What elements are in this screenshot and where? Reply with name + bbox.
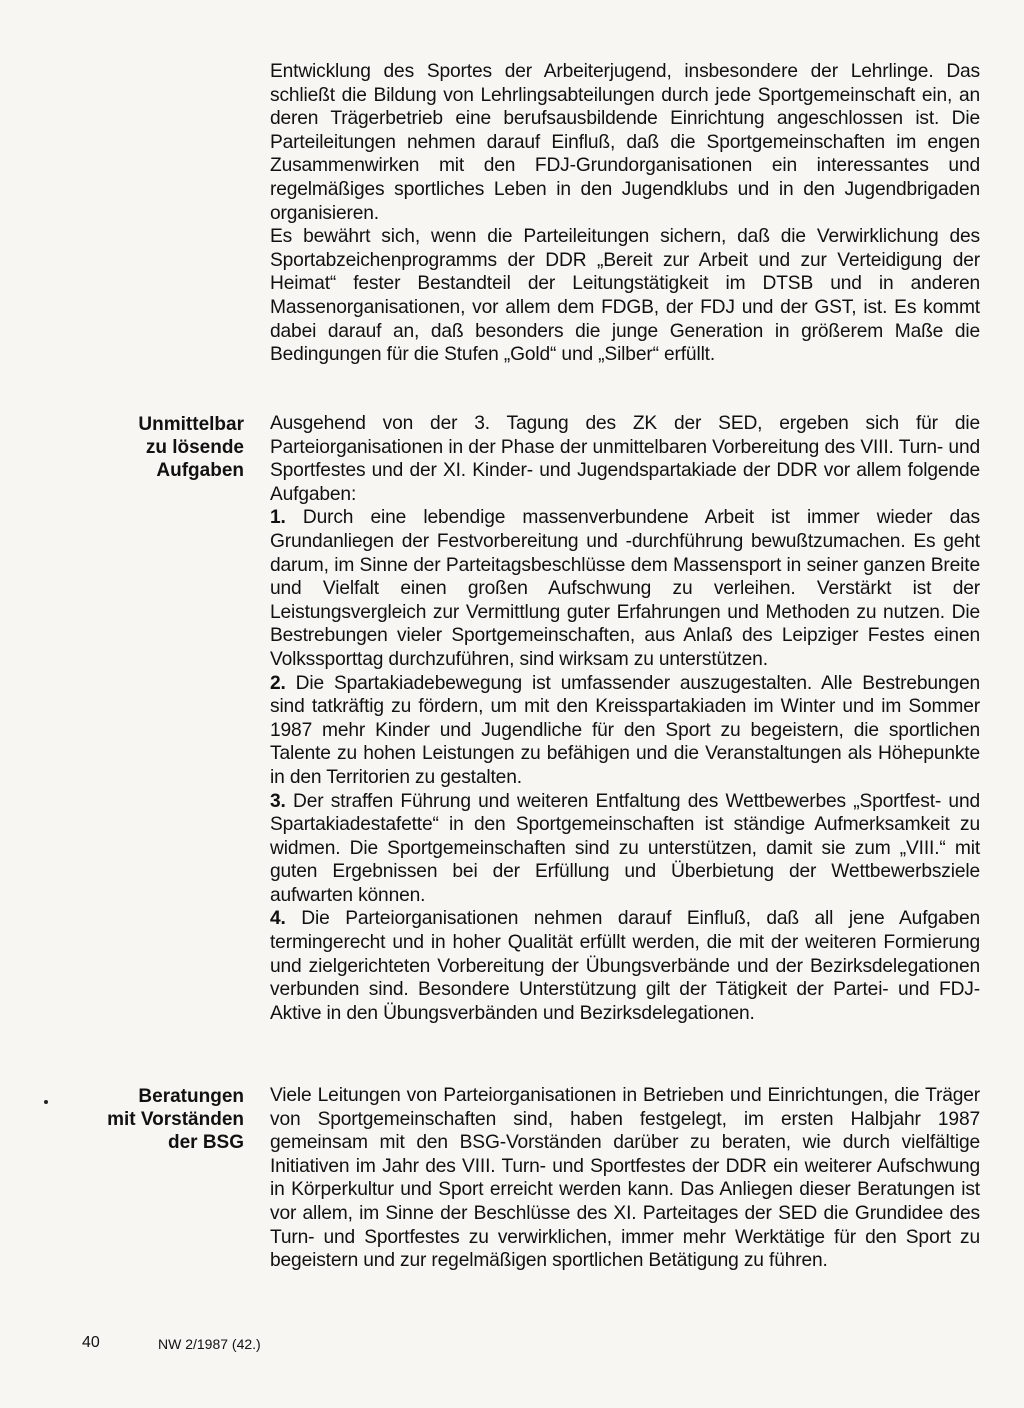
- item-number: 1.: [270, 507, 286, 529]
- item-text: Die Spartakiadebewegung ist umfassender auszugestalten. Alle Bestrebungen sind tatkräftig zu fördern, um mit den Kreisspartakiaden im Winter und im Sommer 1987 mehr Kinder und Jugendliche für den Sport zu begeistern, die sportlichen Talente zu hohen Leistungen zu befähigen und die Veranstaltungen als Höhepunkte in den Territorien zu gestalten.: [270, 672, 980, 788]
- margin-dot: [44, 1100, 48, 1104]
- list-item: [270, 790, 980, 908]
- list-item: [270, 506, 980, 671]
- item-number: 3.: [270, 790, 286, 812]
- list-item: [270, 672, 980, 790]
- side-heading-aufgaben: [84, 413, 244, 482]
- item-text: Der straffen Führung und weiteren Entfaltung des Wettbewerbes „Sportfest- und Spartakiadestafette“ in den Sportgemeinschaften ist ständige Aufmerksamkeit zu widmen. Die Sportgemeinschaften sind zu unterstützen, damit sie zum „VIII.“ mit guten Ergebnissen bei der Erfüllung und Überbietung der Wettbewerbsziele aufwarten können.: [270, 790, 980, 906]
- side-heading-beratungen: [84, 1085, 244, 1154]
- side-heading-line: der BSG: [167, 1132, 244, 1153]
- paragraph: Es bewährt sich, wenn die Parteileitungen sichern, daß die Verwirklichung des Sportabzeichenprogramms der DDR „Bereit zur Arbeit und zur Verteidigung der Heimat“ fester Bestandteil der Leitungstätigkeit im DTSB und in anderen Massenorganisationen, vor allem dem FDGB, der FDJ und der GST, ist. Es kommt dabei darauf an, daß besonders die junge Generation in größerem Maße die Bedingungen für die Stufen „Gold“ und „Silber“ erfüllt.: [270, 226, 980, 366]
- item-number: 4.: [270, 908, 286, 930]
- item-text: Die Parteiorganisationen nehmen darauf Einfluß, daß all jene Aufgaben termingerecht und in hoher Qualität erfüllt werden, die mit der weiteren Formierung und zielgerichteten Vorbereitung der Übungsverbände und der Bezirksdelegationen verbunden sind. Besondere Unterstützung gilt der Tätigkeit der Partei- und FDJ-Aktive in den Übungsverbänden und Bezirksdelegationen.: [270, 908, 980, 1024]
- section-aufgaben: [270, 412, 980, 1025]
- paragraph: Entwicklung des Sportes der Arbeiterjugend, insbesondere der Lehrlinge. Das schließt die Bildung von Lehrlingsabteilungen durch jede Sportgemeinschaft ein, an deren Trägerbetrieb eine berufsausbildende Einrichtung angeschlossen ist. Die Parteileitungen nehmen darauf Einfluß, daß die Sportgemeinschaften im engen Zusammenwirken mit den FDJ-Grundorganisationen ein interessantes und regelmäßiges sportliches Leben in den Jugendklubs und in den Jugendbrigaden organisieren.: [270, 61, 980, 224]
- paragraph: Ausgehend von der 3. Tagung des ZK der SED, ergeben sich für die Parteiorganisationen in der Phase der unmittelbaren Vorbereitung des VIII. Turn- und Sportfestes und der XI. Kinder- und Jugendspartakiade der DDR vor allem folgende Aufgaben:: [270, 413, 980, 505]
- journal-reference: NW 2/1987 (42.): [158, 1336, 261, 1352]
- side-heading-line: Beratungen: [138, 1086, 244, 1107]
- item-text: Durch eine lebendige massenverbundene Arbeit ist immer wieder das Grundanliegen der Festvorbereitung und -durchführung bewußtzumachen. Es geht darum, im Sinne der Parteitagsbeschlüsse dem Massensport in seiner ganzen Breite und Vielfalt einen großen Aufschwung zu verleihen. Verstärkt ist der Leistungsvergleich zur Vermittlung guter Erfahrungen und Methoden zu nutzen. Die Bestrebungen vieler Sportgemeinschaften, aus Anlaß des Leipziger Festes einen Volkssporttag durchzuführen, sind wirksam zu unterstützen.: [270, 507, 980, 670]
- side-heading-line: Unmittelbar: [138, 414, 244, 435]
- side-heading-line: mit Vorständen: [107, 1109, 244, 1130]
- item-number: 2.: [270, 672, 286, 694]
- section-intro: [270, 60, 980, 367]
- side-heading-line: zu lösende: [145, 437, 244, 458]
- paragraph: Viele Leitungen von Parteiorganisationen in Betrieben und Einrichtungen, die Träger von Sportgemeinschaften sind, haben festgelegt, im ersten Halbjahr 1987 gemeinsam mit den BSG-Vorständen darüber zu beraten, wie durch vielfältige Initiativen im Jahr des VIII. Turn- und Sportfestes der DDR ein weiterer Aufschwung in Körperkultur und Sport erreicht werden kann. Das Anliegen dieser Beratungen ist vor allem, im Sinne der Beschlüsse des XI. Parteitages der SED die Grundidee des Turn- und Sportfestes zu verwirklichen, immer mehr Werktätige für den Sport zu begeistern und zur regelmäßigen sportlichen Betätigung zu führen.: [270, 1085, 980, 1272]
- section-beratungen: [270, 1084, 980, 1273]
- list-item: [270, 907, 980, 1025]
- page-number: 40: [82, 1334, 100, 1351]
- side-heading-line: Aufgaben: [156, 460, 244, 481]
